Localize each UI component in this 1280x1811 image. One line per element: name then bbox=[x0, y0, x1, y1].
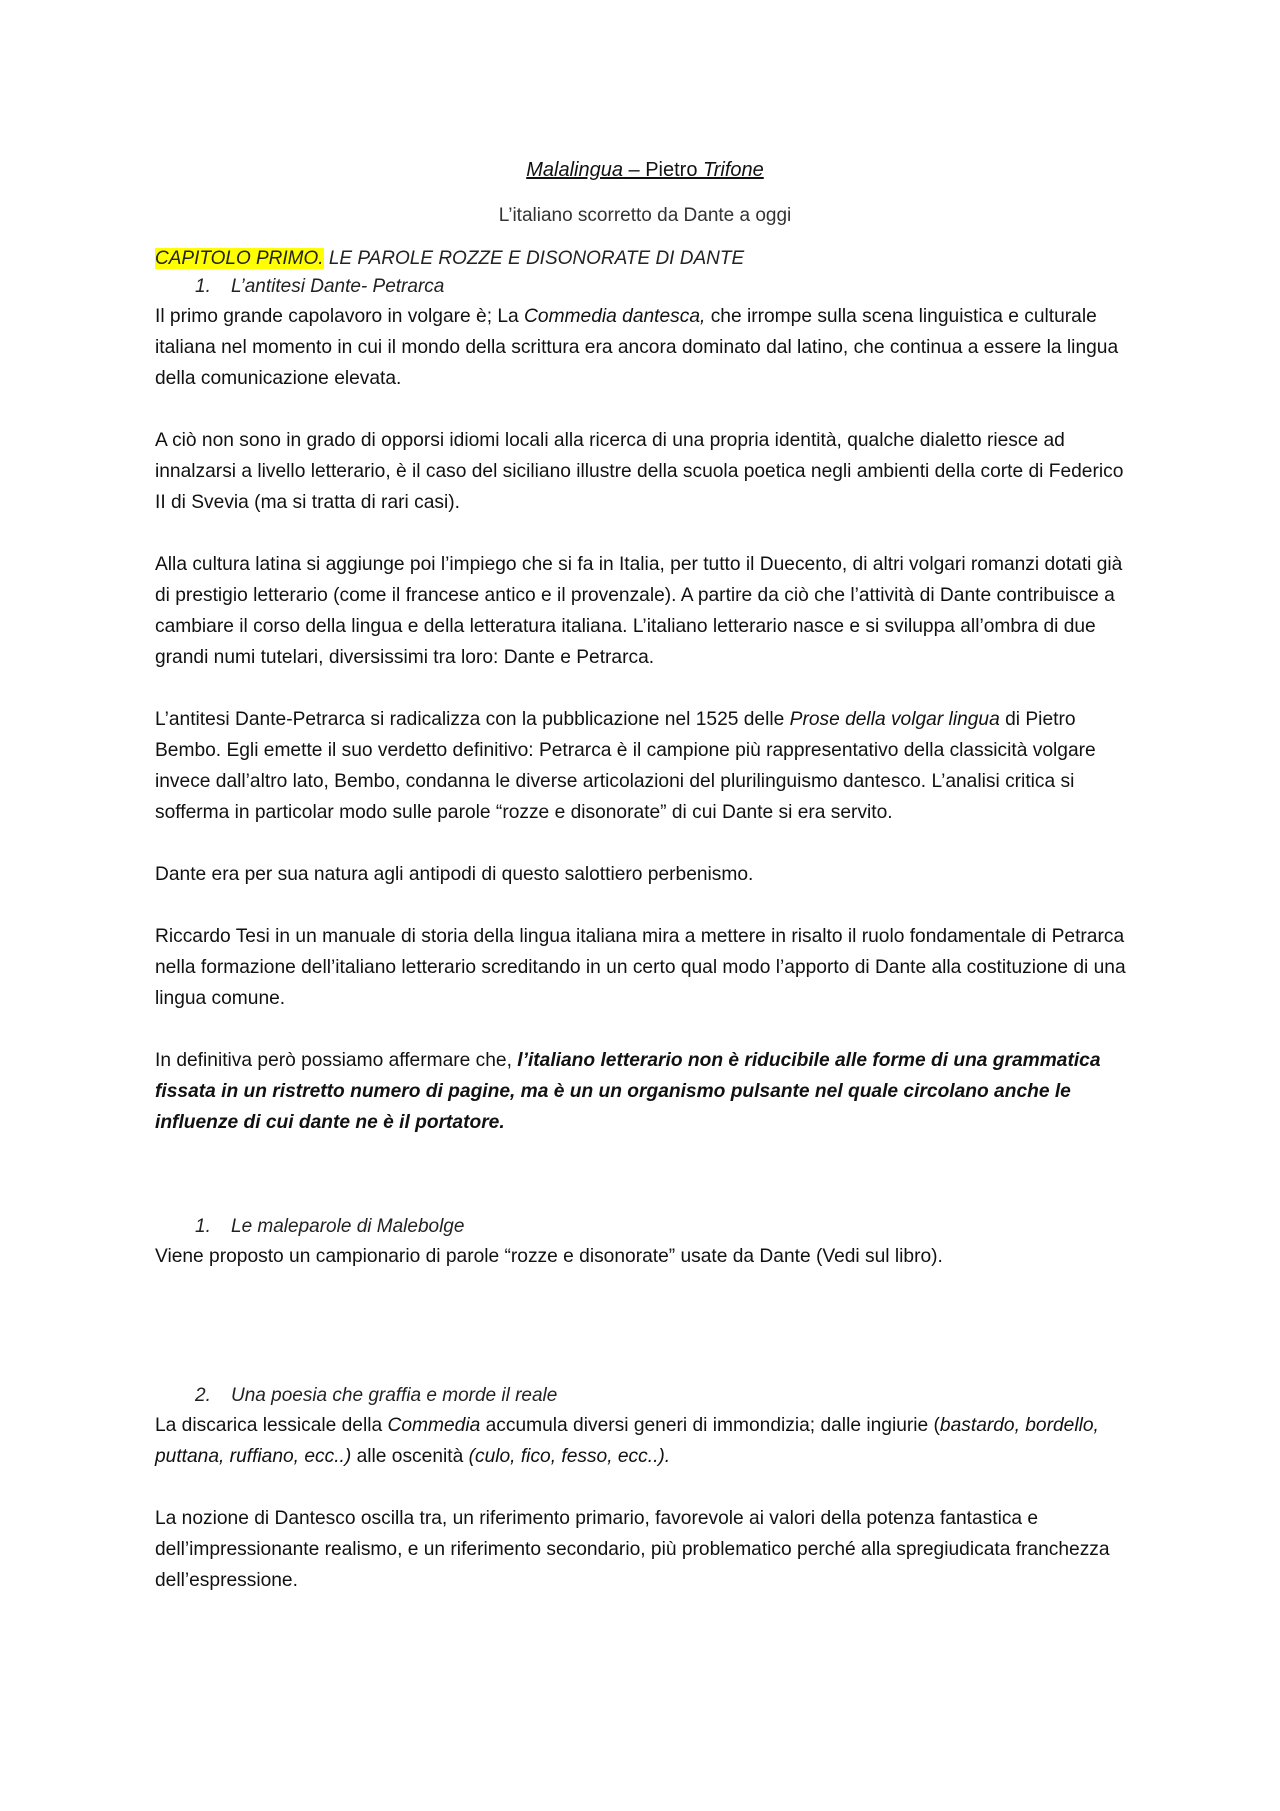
paragraph-5: Dante era per sua natura agli antipodi di questo salottiero perbenismo. bbox=[155, 864, 754, 885]
title-book: Malalingua bbox=[526, 159, 623, 181]
paragraph-2: A ciò non sono in grado di opporsi idiomi locali alla ricerca di una propria identità, qualche dialetto riesce ad innalzarsi a livello letterario, è il caso del siciliano illustre della scuola poetica negli ambienti della corte di Federico II di Svevia (ma si tratta di rari casi). bbox=[155, 430, 1124, 513]
section-heading-3 bbox=[155, 1382, 1135, 1410]
title-separator: – Pietro bbox=[622, 159, 703, 181]
section-heading-2 bbox=[155, 1213, 1135, 1241]
spacer bbox=[155, 1272, 1135, 1382]
spacer bbox=[155, 890, 1135, 921]
paragraph-10: La nozione di Dantesco oscilla tra, un riferimento primario, favorevole ai valori della potenza fantastica e dell’impressionante realismo, e un riferimento secondario, più problematico perché alla spregiudicata franchezza dell’espressione. bbox=[155, 1508, 1110, 1591]
paragraph-9 bbox=[155, 1410, 1135, 1472]
section-number: 1. bbox=[195, 1216, 211, 1237]
paragraph-6: Riccardo Tesi in un manuale di storia della lingua italiana mira a mettere in risalto il ruolo fondamentale di Petrarca nella formazione dell’italiano letterario screditando in un certo qual modo l’apporto di Dante alla costituzione di una lingua comune. bbox=[155, 926, 1126, 1009]
section-title: L’antitesi Dante- Petrarca bbox=[231, 276, 445, 297]
paragraph-text: alle oscenità bbox=[351, 1446, 469, 1467]
paragraph-text: di Pietro Bembo. Egli emette il suo verdetto definitivo: Petrarca è il campione più rappresentativo della classicità volgare invece dall’altro lato, Bembo, condanna le diverse articolazioni del plurilinguismo dantesco. L’analisi critica si sofferma in particolar modo sulle parole “rozze e disonorate” di cui Dante si era servito. bbox=[155, 709, 1096, 823]
paragraph-text: La discarica lessicale della bbox=[155, 1415, 388, 1436]
paragraph-text-italic: Prose della volgar lingua bbox=[789, 709, 1000, 730]
paragraph-text: L’antitesi Dante-Petrarca si radicalizza con la pubblicazione nel 1525 delle bbox=[155, 709, 790, 730]
chapter-label-highlighted: CAPITOLO PRIMO. bbox=[155, 248, 324, 269]
paragraph-8: Viene proposto un campionario di parole “rozze e disonorate” usate da Dante (Vedi sul libro). bbox=[155, 1246, 943, 1267]
section-number: 1. bbox=[195, 276, 211, 297]
spacer bbox=[155, 394, 1135, 425]
spacer bbox=[155, 673, 1135, 704]
section-title: Una poesia che graffia e morde il reale bbox=[231, 1385, 558, 1406]
chapter-heading bbox=[155, 245, 1135, 273]
paragraph-text-italic: bastardo, bordello, puttana, ruffiano, ecc..) bbox=[155, 1415, 1099, 1467]
paragraph-text-italic: Commedia dantesca, bbox=[524, 306, 706, 327]
paragraph-3: Alla cultura latina si aggiunge poi l’impiego che si fa in Italia, per tutto il Duecento, di altri volgari romanzi dotati già di prestigio letterario (come il francese antico e il provenzale). A partire da ciò che l’attività di Dante contribuisce a cambiare il corso della lingua e della letteratura italiana. L’italiano letterario nasce e si sviluppa all’ombra di due grandi numi tutelari, diversissimi tra loro: Dante e Petrarca. bbox=[155, 554, 1123, 668]
paragraph-7 bbox=[155, 1045, 1135, 1138]
chapter-title: LE PAROLE ROZZE E DISONORATE DI DANTE bbox=[323, 248, 745, 269]
paragraph-text: Il primo grande capolavoro in volgare è; La bbox=[155, 306, 525, 327]
section-number: 2. bbox=[195, 1385, 211, 1406]
section-heading-1 bbox=[155, 273, 1135, 301]
paragraph-text-bold-italic: l’italiano letterario non è riducibile alle forme di una grammatica fissata in un ristretto numero di pagine, ma è un un organismo pulsante nel quale circolano anche le influenze di cui dante ne è il portatore. bbox=[155, 1050, 1101, 1133]
title-author-surname: Trifone bbox=[703, 159, 764, 181]
paragraph-text: che irrompe sulla scena linguistica e culturale italiana nel momento in cui il mondo della scrittura era ancora dominato dal latino, che continua a essere la lingua della comunicazione elevata. bbox=[155, 306, 1119, 389]
section-title: Le maleparole di Malebolge bbox=[231, 1216, 465, 1237]
paragraph-4 bbox=[155, 704, 1135, 828]
paragraph-text: accumula diversi generi di immondizia; dalle ingiurie ( bbox=[480, 1415, 940, 1436]
spacer bbox=[155, 1138, 1135, 1213]
paragraph-text-italic: Commedia bbox=[387, 1415, 481, 1436]
paragraph-1 bbox=[155, 301, 1135, 394]
spacer bbox=[155, 518, 1135, 549]
spacer bbox=[155, 1014, 1135, 1045]
paragraph-text: In definitiva però possiamo affermare che, bbox=[155, 1050, 518, 1071]
document-content bbox=[155, 155, 1135, 1596]
paragraph-text-italic: (culo, fico, fesso, ecc..). bbox=[468, 1446, 671, 1467]
spacer bbox=[155, 1472, 1135, 1503]
spacer bbox=[155, 828, 1135, 859]
document-subtitle: L’italiano scorretto da Dante a oggi bbox=[498, 205, 792, 226]
document-title bbox=[155, 155, 1135, 185]
